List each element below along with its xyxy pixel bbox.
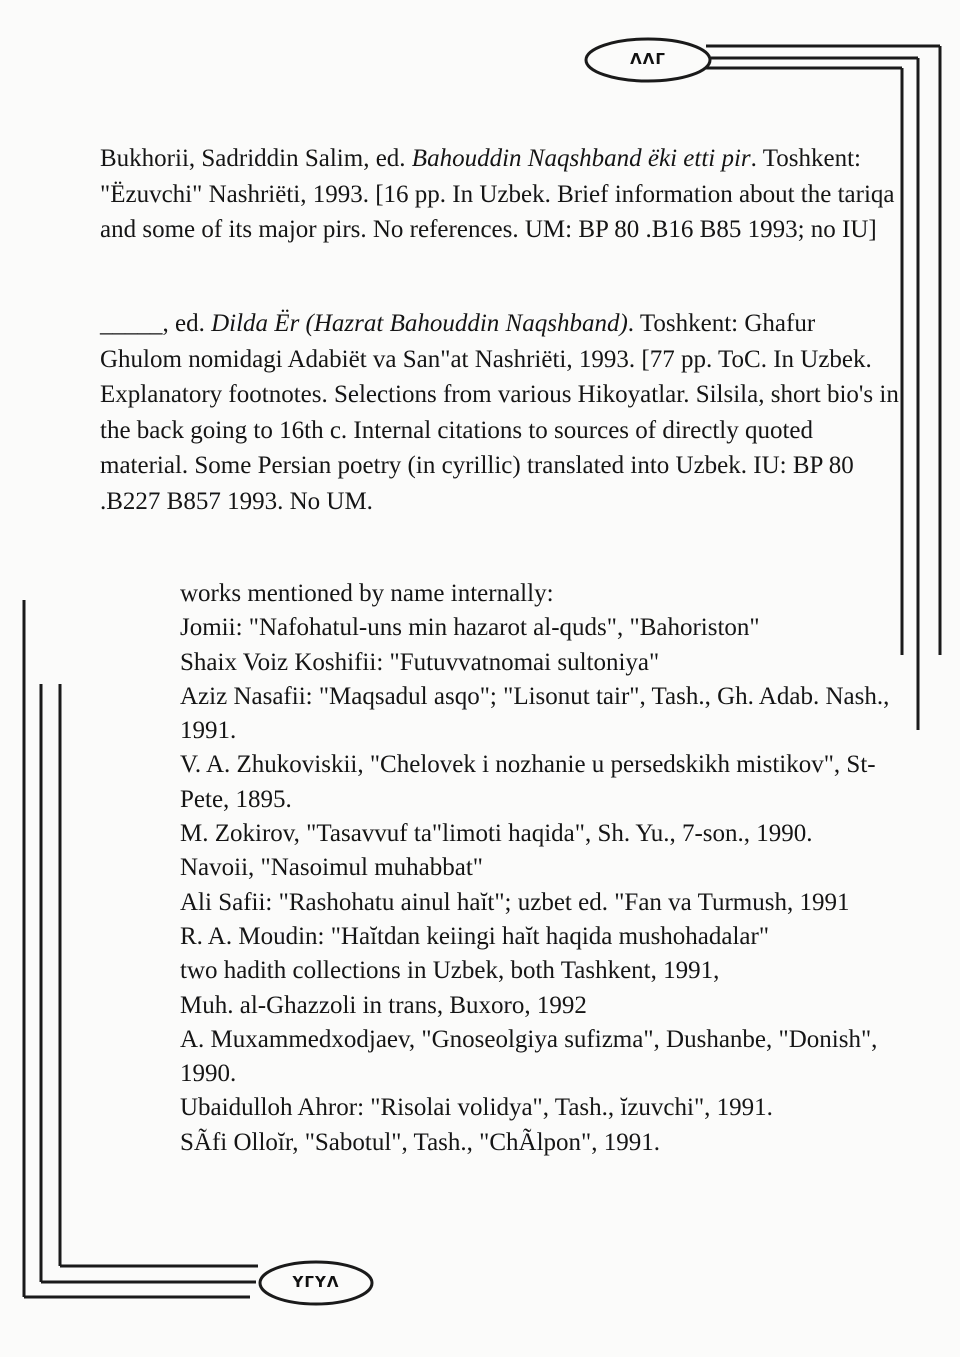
- bottom-page-number: ΥΓΥΛ: [292, 1273, 340, 1291]
- entry-1-title: Bahouddin Naqshband ёki etti pir: [411, 145, 751, 172]
- entry-2-author: _____, ed.: [100, 310, 212, 337]
- list-item: Ali Safii: "Rashohatu ainul haĭt"; uzbet ed. "Fan va Turmush, 1991: [180, 888, 850, 916]
- list-item: M. Zokirov, "Tasavvuf ta"limoti haqida", Sh. Yu., 7-son., 1990.: [180, 820, 813, 848]
- list-item: V. A. Zhukoviskii, "Chelovek i nozhanie u persedskikh mistikov", St-Pete, 1895.: [180, 751, 876, 813]
- works-list: [180, 577, 920, 1160]
- entry-1-details: . Toshkent: "Ёzuvchi" Nashriёti, 1993. [16 pp. In Uzbek. Brief information about the tariqa and some of its major pirs. No references. UM: BP 80 .B16 B85 1993; no IU]: [100, 145, 895, 243]
- list-item: Ubaidulloh Ahror: "Risolai volidya", Tash., ĭzuvchi", 1991.: [180, 1094, 773, 1122]
- bibliography-entry-2: [100, 306, 900, 519]
- works-heading: works mentioned by name internally:: [180, 580, 554, 607]
- list-item: Muh. al-Ghazzoli in trans, Buxoro, 1992: [180, 991, 587, 1019]
- list-item: Aziz Nasafii: "Maqsadul asqo"; "Lisonut tair", Tash., Gh. Adab. Nash., 1991.: [180, 682, 890, 745]
- entry-2-details: . Toshkent: Ghafur Ghulom nomidagi Adabiёt va San"at Nashriёti, 1993. [77 pp. ToC. In Uzbek. Explanatory footnotes. Selections from various Hikoyatlar. Silsila, short bio's in the back going to 16th c. Internal citations to sources of directly quoted material. Some Persian poetry (in cyrillic) translated into Uzbek. IU: BP 80 .B227 B857 1993. No UM.: [100, 310, 899, 515]
- top-page-number: ΛΛΓ: [630, 50, 666, 68]
- list-item: Jomii: "Nafohatul-uns min hazarot al-quds", "Bahoriston": [180, 614, 760, 642]
- list-item: Shaix Voiz Koshifii: "Futuvvatnomai sultoniya": [180, 648, 660, 676]
- list-item: SÃfi Olloĭr, "Sabotul", Tash., "ChÃlpon", 1991.: [180, 1128, 660, 1156]
- list-item: R. A. Moudin: "Haĭtdan keiingi haĭt haqida mushohadalar": [180, 922, 770, 950]
- list-item: two hadith collections in Uzbek, both Tashkent, 1991,: [180, 957, 720, 985]
- bibliography-entry-1: [100, 141, 900, 248]
- entry-1-author: Bukhorii, Sadriddin Salim, ed.: [100, 145, 412, 172]
- list-item: Navoii, "Nasoimul muhabbat": [180, 854, 484, 882]
- list-item: A. Muxammedxodjaev, "Gnoseolgiya sufizma", Dushanbe, "Donish", 1990.: [180, 1025, 878, 1088]
- entry-2-title: Dilda Ёr (Hazrat Bahouddin Naqshband): [211, 310, 628, 337]
